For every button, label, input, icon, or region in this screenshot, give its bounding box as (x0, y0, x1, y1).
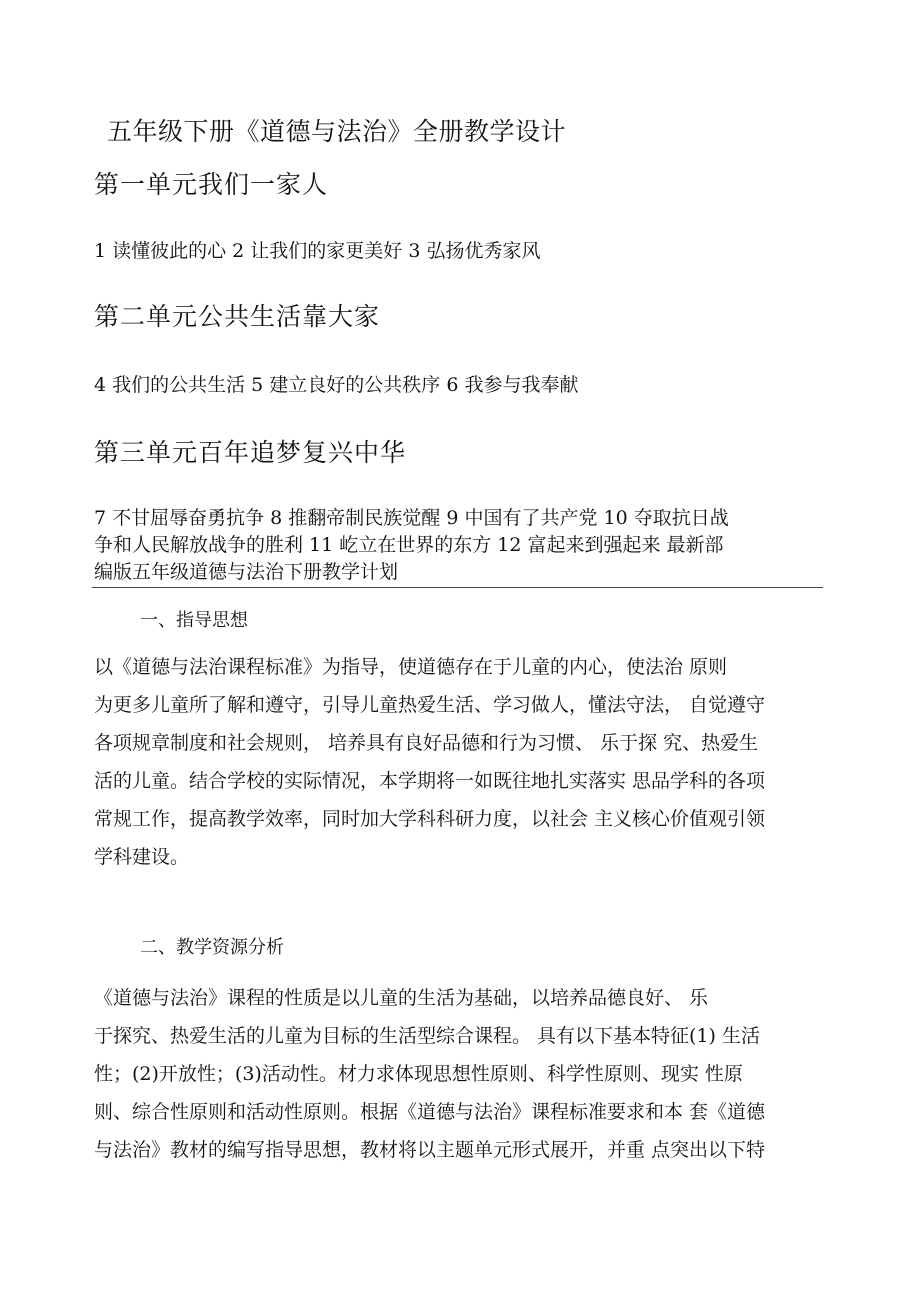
unit-3-lessons-line: 争和人民解放战争的胜利 11 屹立在世界的东方 12 富起来到强起来 最新部 (94, 534, 724, 556)
unit-1-lessons: 1 读懂彼此的心 2 让我们的家更美好 3 弘扬优秀家风 (94, 240, 541, 262)
unit-3-heading: 第三单元百年追梦复兴中华 (94, 438, 407, 467)
unit-3-lessons (94, 505, 824, 586)
paragraph-line: 于探究、热爱生活的儿童为目标的生活型综合课程。 具有以下基本特征(1) 生活 (94, 1025, 760, 1047)
paragraph-line: 活的儿童。结合学校的实际情况，本学期将一如既往地扎实落实 思品学科的各项 (94, 770, 766, 792)
paragraph-line: 学科建设。 (94, 846, 190, 868)
paragraph-line: 各项规章制度和社会规则， 培养具有良好品德和行为习惯、 乐于探 究、热爱生 (94, 732, 759, 754)
unit-2-lessons: 4 我们的公共生活 5 建立良好的公共秩序 6 我参与我奉献 (94, 374, 579, 396)
paragraph-line: 为更多儿童所了解和遵守，引导儿童热爱生活、学习做人，懂法守法， 自觉遵守 (94, 694, 766, 716)
paragraph-line: 与法治》教材的编写指导思想，教材将以主题单元形式展开，并重 点突出以下特 (94, 1139, 766, 1161)
unit-1-heading: 第一单元我们一家人 (94, 170, 329, 199)
paragraph-line: 性；(2)开放性；(3)活动性。材力求体现思想性原则、科学性原则、现实 性原 (94, 1063, 743, 1085)
divider-line (92, 587, 823, 588)
paragraph-line: 《道德与法治》课程的性质是以儿童的生活为基础，以培养品德良好、 乐 (94, 987, 709, 1009)
section-2-paragraph (94, 979, 824, 1169)
unit-2-heading: 第二单元公共生活靠大家 (94, 302, 381, 331)
section-2-heading: 二、教学资源分析 (140, 937, 284, 958)
unit-3-lessons-line: 编版五年级道德与法治下册教学计划 (94, 561, 399, 583)
section-1-heading: 一、指导思想 (140, 610, 248, 631)
paragraph-line: 常规工作，提高教学效率，同时加大学科科研力度，以社会 主义核心价值观引领 (94, 808, 766, 830)
paragraph-line: 以《道德与法治课程标准》为指导，使道德存在于儿童的内心，使法治 原则 (94, 656, 728, 678)
paragraph-line: 则、综合性原则和活动性原则。根据《道德与法治》课程标准要求和本 套《道德 (94, 1101, 766, 1123)
document-title: 五年级下册《道德与法治》全册教学设计 (107, 117, 567, 146)
section-1-paragraph (94, 648, 824, 876)
unit-3-lessons-line: 7 不甘屈辱奋勇抗争 8 推翻帝制民族觉醒 9 中国有了共产党 10 夺取抗日战 (94, 507, 729, 529)
